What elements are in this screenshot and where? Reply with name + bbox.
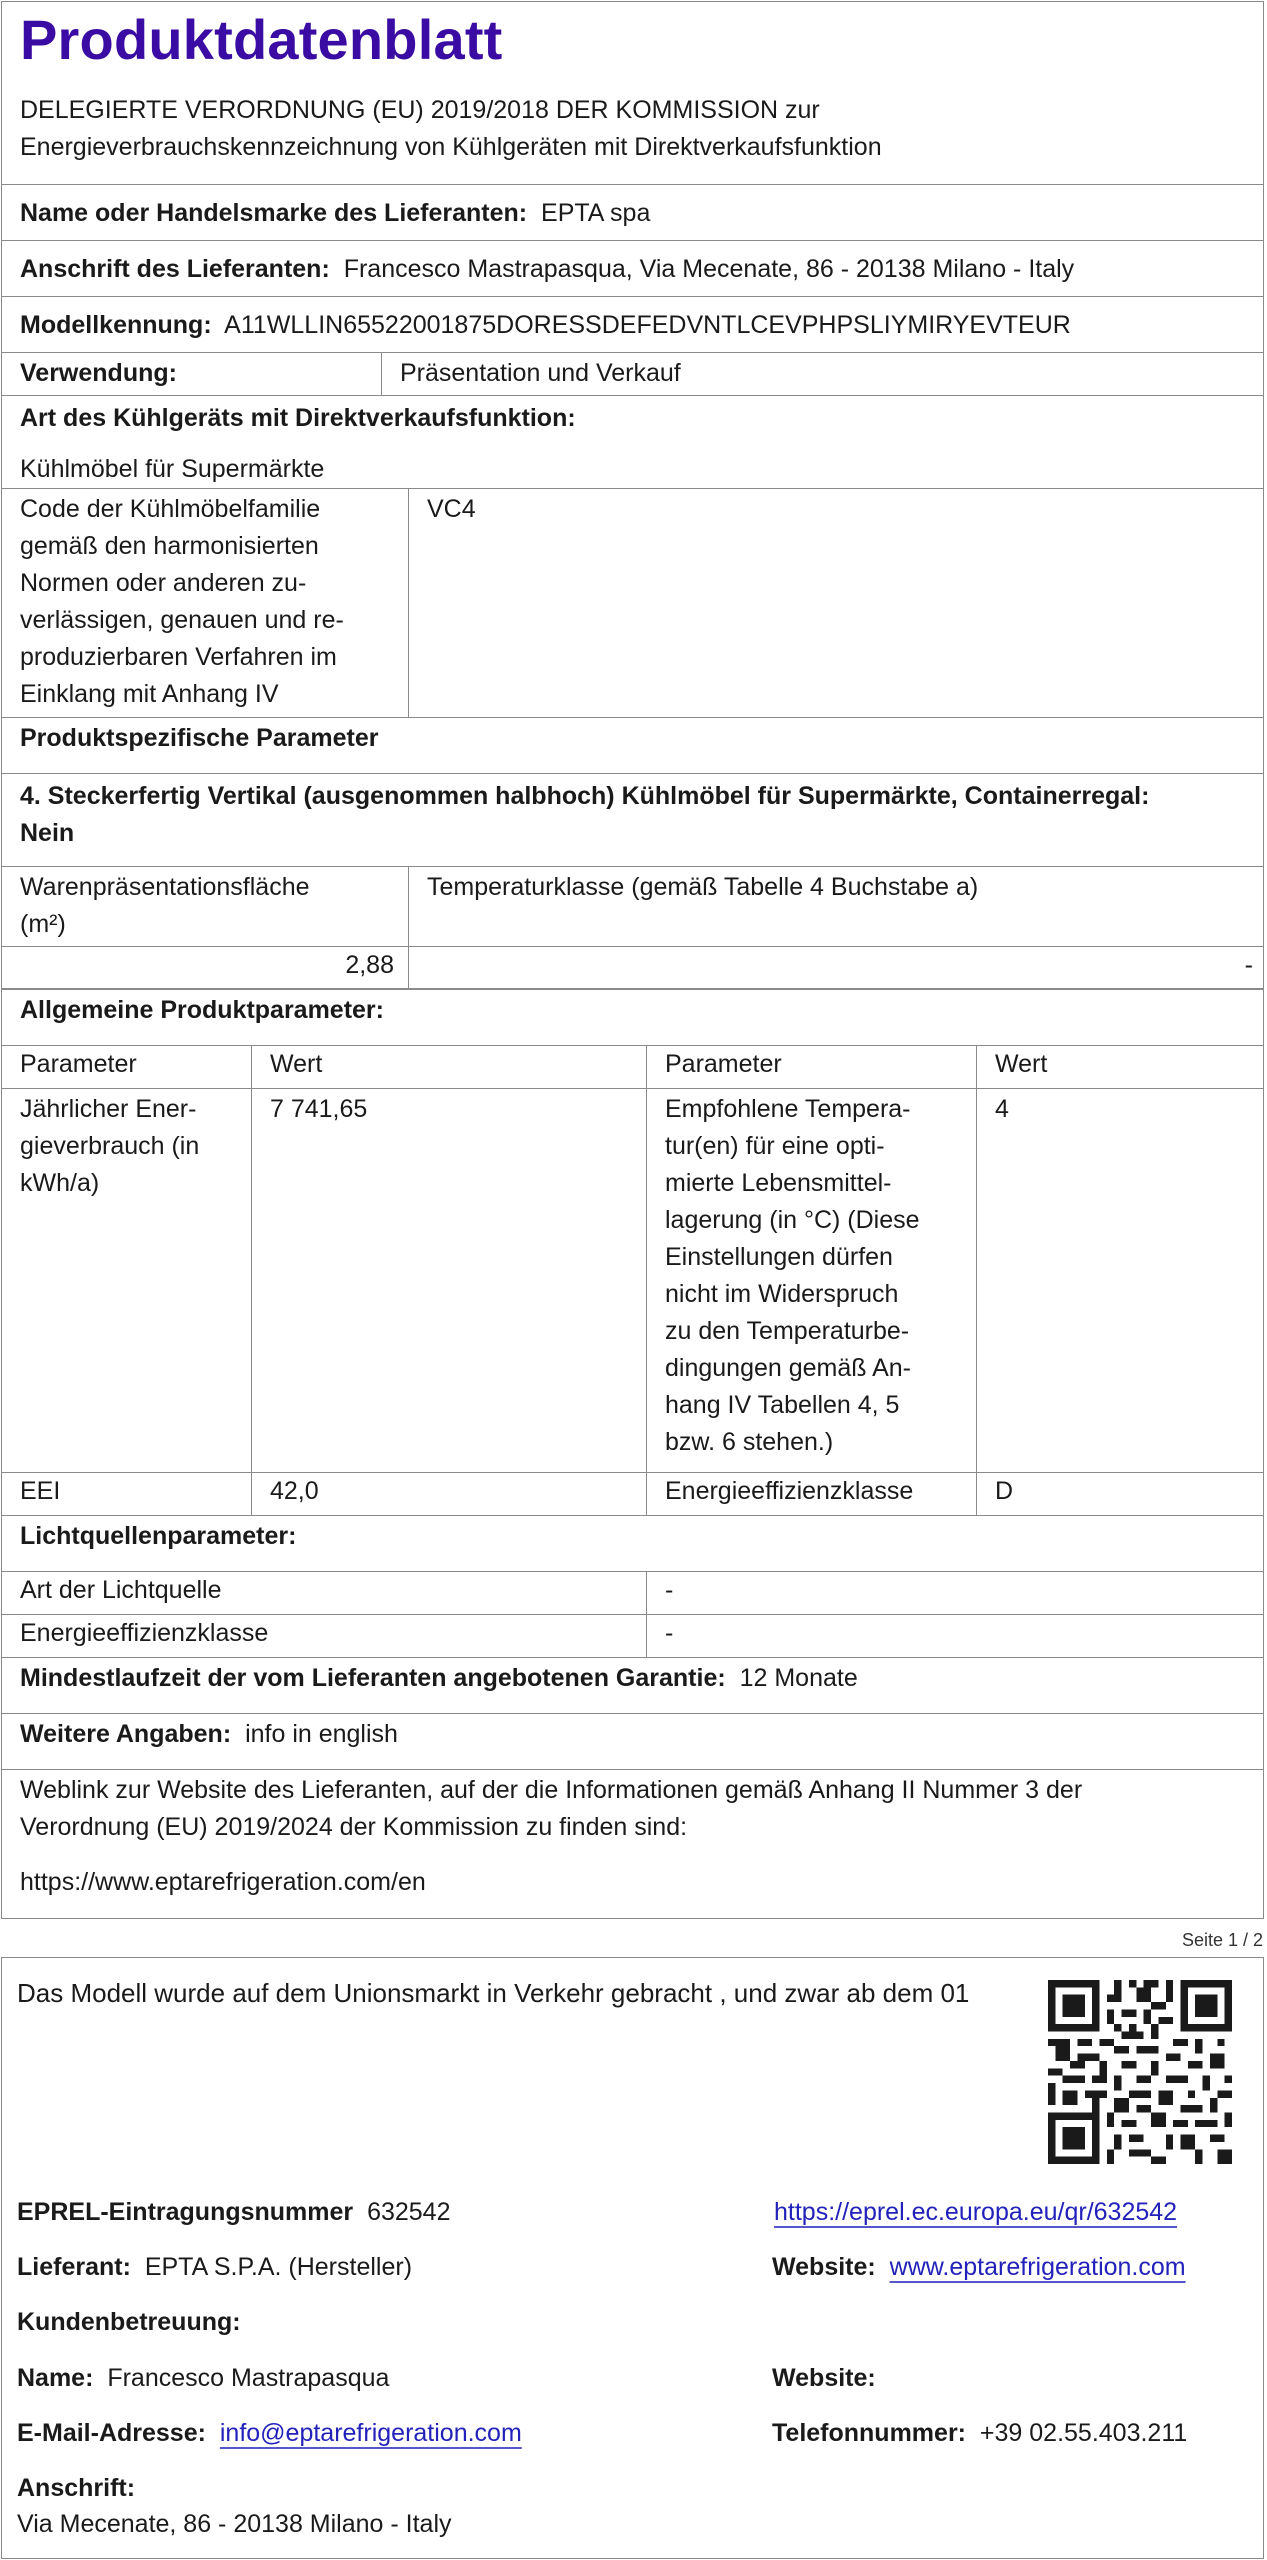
weblink-url[interactable]: https://www.eptarefrigeration.com/en [20, 1868, 426, 1896]
param-line: Jährlicher Ener- [20, 1095, 197, 1123]
phone-label: Telefonnummer: [772, 2419, 966, 2447]
model-identifier-row [2, 297, 1263, 353]
email-row [17, 2419, 522, 2448]
param-line: Empfohlene Tempera- [665, 1095, 911, 1123]
supplier-row [17, 2253, 412, 2282]
additional-info-row [2, 1714, 1263, 1770]
column-header-parameter-1: Parameter [2, 1046, 252, 1088]
value-energy-consumption: 7 741,65 [252, 1089, 647, 1472]
temp-class-label: Temperaturklasse (gemäß Tabelle 4 Buchstabe a) [427, 873, 979, 901]
family-code-row [2, 489, 1263, 718]
value-energy-efficiency-class: D [995, 1477, 1014, 1505]
phone-value: +39 02.55.403.211 [979, 2419, 1188, 2447]
website-label: Website: [772, 2253, 876, 2281]
contact-name-row [17, 2364, 389, 2393]
appliance-type-value: Kühlmöbel für Supermärkte [20, 455, 325, 483]
email-label: E-Mail-Adresse: [17, 2419, 206, 2447]
guarantee-value: 12 Monate [739, 1664, 858, 1692]
supplier-address-row [2, 241, 1263, 297]
weblink-text-line-2: Verordnung (EU) 2019/2024 der Kommission zu finden sind: [20, 1813, 688, 1841]
param-line: nicht im Widerspruch [665, 1280, 899, 1308]
param-recommended-temperature [647, 1089, 977, 1472]
light-source-row [2, 1615, 1263, 1658]
product-datasheet-page-2 [1, 1957, 1264, 2559]
column-header-parameter-2: Parameter [647, 1046, 977, 1088]
param-line: dingungen gemäß An- [665, 1354, 912, 1382]
subtitle-line-2: Energieverbrauchskennzeichnung von Kühlgeräten mit Direktverkaufsfunktion [20, 133, 882, 161]
param-energy-consumption [2, 1089, 252, 1472]
param-line: gieverbrauch (in [20, 1132, 200, 1160]
website-link[interactable]: www.eptarefrigeration.com [889, 2253, 1186, 2281]
regulation-subtitle [2, 76, 1263, 180]
param-energy-efficiency-class: Energieeffizienzklasse [647, 1473, 977, 1515]
subtitle-line-1: DELEGIERTE VERORDNUNG (EU) 2019/2018 DER KOMMISSION zur [20, 96, 820, 124]
param-line: kWh/a) [20, 1169, 100, 1197]
product-category-line-1: 4. Steckerfertig Vertikal (ausgenommen halbhoch) Kühlmöbel für Supermärkte, Containerregal: [20, 782, 1150, 810]
param-eei: EEI [2, 1473, 252, 1515]
eprel-value: 632542 [367, 2198, 451, 2226]
eprel-link[interactable]: https://eprel.ec.europa.eu/qr/632542 [774, 2198, 1178, 2226]
product-category-line-2: Nein [20, 819, 75, 847]
family-code-label-line: Normen oder anderen zu- [20, 569, 307, 597]
area-label-line-2: (m²) [20, 910, 66, 938]
supplier-value: EPTA S.P.A. (Hersteller) [144, 2253, 413, 2281]
column-header-value-1: Wert [252, 1046, 647, 1088]
product-category-row [2, 774, 1263, 867]
family-code-label-line: produzierbaren Verfahren im [20, 643, 337, 671]
usage-value: Präsentation und Verkauf [400, 359, 681, 387]
param-line: mierte Lebensmittel- [665, 1169, 892, 1197]
supplier-name-row [2, 185, 1263, 241]
additional-info-label: Weitere Angaben: [20, 1720, 232, 1748]
family-code-label-line: gemäß den harmonisierten [20, 532, 319, 560]
general-params-heading: Allgemeine Produktparameter: [2, 990, 1263, 1046]
email-link[interactable]: info@eptarefrigeration.com [219, 2419, 522, 2447]
model-identifier-value: A11WLLIN65522001875DORESSDEFEDVNTLCEVPHPSLIYMIRYEVTEUR [224, 311, 1071, 339]
usage-label: Verwendung: [2, 353, 382, 395]
family-code-label-line: verlässigen, genauen und re- [20, 606, 344, 634]
supplier-name-label: Name oder Handelsmarke des Lieferanten: [20, 199, 528, 227]
weblink-text-line-1: Weblink zur Website des Lieferanten, auf der die Informationen gemäß Anhang II Nummer 3 der [20, 1776, 1083, 1804]
supplier-address-value: Francesco Mastrapasqua, Via Mecenate, 86 - 20138 Milano - Italy [343, 255, 1075, 283]
appliance-type-label: Art des Kühlgeräts mit Direktverkaufsfunktion: [20, 404, 576, 432]
table-row [2, 1473, 1263, 1516]
area-label [2, 867, 409, 946]
family-code-label-line: Einklang mit Anhang IV [20, 680, 279, 708]
light-source-class-value: - [665, 1619, 674, 1647]
supplier-name-value: EPTA spa [541, 199, 651, 227]
customer-service-heading: Kundenbetreuung: [17, 2308, 241, 2336]
guarantee-row [2, 1658, 1263, 1714]
area-temp-value-row [2, 947, 1263, 990]
light-source-class-label: Energieeffizienzklasse [2, 1615, 647, 1657]
weblink-row [2, 1770, 1263, 1918]
address-label: Anschrift: [17, 2474, 136, 2502]
light-source-heading: Lichtquellenparameter: [2, 1516, 1263, 1572]
guarantee-label: Mindestlaufzeit der vom Lieferanten angebotenen Garantie: [20, 1664, 726, 1692]
area-temp-header-row [2, 867, 1263, 947]
value-eei: 42,0 [252, 1473, 647, 1515]
value-recommended-temperature: 4 [995, 1095, 1009, 1123]
appliance-type-row [2, 396, 1263, 489]
param-line: Einstellungen dürfen [665, 1243, 893, 1271]
contact-name-label: Name: [17, 2364, 94, 2392]
supplier-label: Lieferant: [17, 2253, 131, 2281]
product-datasheet-page-1 [1, 1, 1264, 1919]
eprel-row [17, 2198, 451, 2227]
customer-service-website-label: Website: [772, 2364, 876, 2392]
light-source-type-value: - [665, 1576, 674, 1604]
eprel-label: EPREL-Eintragungsnummer [17, 2198, 354, 2226]
qr-code-icon[interactable] [1048, 1980, 1232, 2164]
temp-class-value: - [1244, 951, 1253, 979]
column-header-value-2: Wert [995, 1050, 1048, 1078]
page-title: Produktdatenblatt [20, 8, 503, 71]
family-code-value: VC4 [427, 495, 476, 523]
light-source-type-label: Art der Lichtquelle [2, 1572, 647, 1614]
contact-name-value: Francesco Mastrapasqua [107, 2364, 390, 2392]
header-section [2, 2, 1263, 185]
param-line: hang IV Tabellen 4, 5 [665, 1391, 900, 1419]
general-params-header-row [2, 1046, 1263, 1089]
market-placement-text: Das Modell wurde auf dem Unionsmarkt in Verkehr gebracht , und zwar ab dem 01 [17, 1978, 970, 2008]
family-code-label [2, 489, 409, 717]
additional-info-value: info in english [245, 1720, 398, 1748]
area-label-line-1: Warenpräsentationsfläche [20, 873, 310, 901]
param-line: bzw. 6 stehen.) [665, 1428, 834, 1456]
param-line: lagerung (in °C) (Diese [665, 1206, 920, 1234]
supplier-address-label: Anschrift des Lieferanten: [20, 255, 330, 283]
light-source-row [2, 1572, 1263, 1615]
page-number: Seite 1 / 2 [1181, 1930, 1263, 1950]
model-identifier-label: Modellkennung: [20, 311, 212, 339]
param-line: zu den Temperaturbe- [665, 1317, 910, 1345]
family-code-label-line: Code der Kühlmöbelfamilie [20, 495, 321, 523]
param-line: tur(en) für eine opti- [665, 1132, 885, 1160]
area-value: 2,88 [2, 947, 409, 988]
usage-row [2, 353, 1263, 396]
product-specific-heading: Produktspezifische Parameter [2, 718, 1263, 774]
website-row [772, 2253, 1186, 2282]
table-row [2, 1089, 1263, 1473]
address-value: Via Mecenate, 86 - 20138 Milano - Italy [17, 2510, 452, 2538]
phone-row [772, 2419, 1187, 2448]
